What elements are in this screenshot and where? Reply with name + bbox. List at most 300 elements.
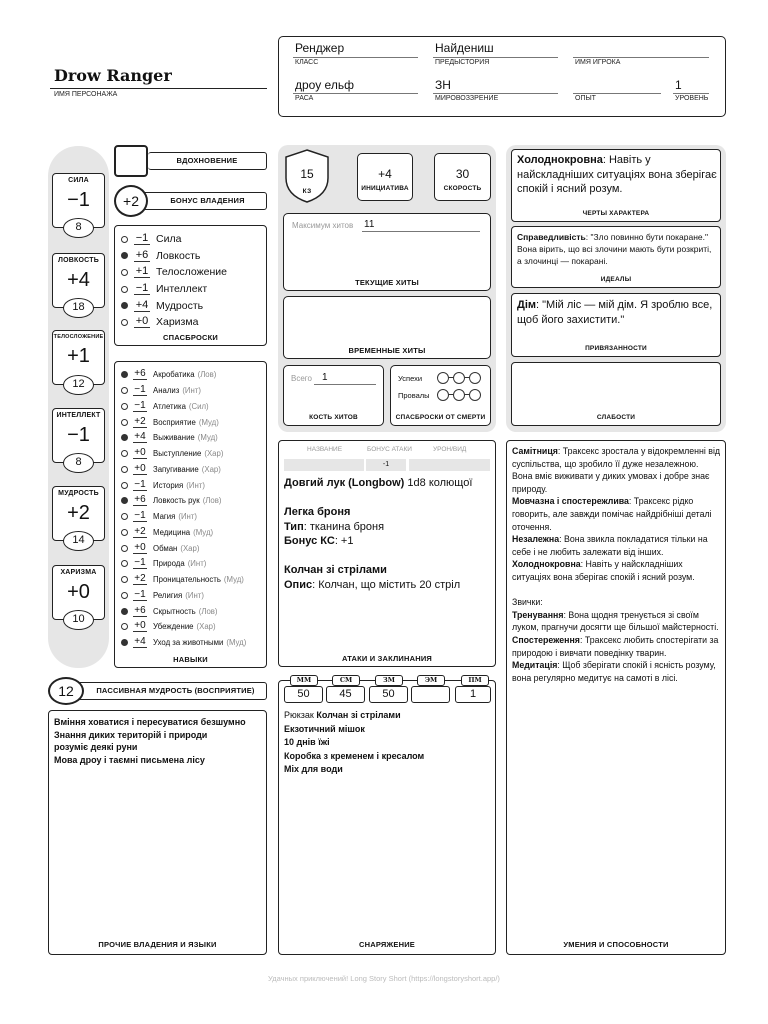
skill-row[interactable]: [121, 430, 246, 446]
skill-name: Медицина: [153, 527, 191, 537]
feature-entry: [512, 495, 721, 533]
hit-dice-label: КОСТЬ ХИТОВ: [309, 414, 358, 421]
ability-score: 12: [72, 378, 85, 390]
saving-throw-name: Интеллект: [156, 283, 208, 296]
saving-throw-name: Телосложение: [156, 266, 227, 279]
ability-modifier: +4: [67, 269, 90, 291]
saving-throw-row[interactable]: [121, 281, 227, 298]
ability-modifier: +2: [67, 502, 90, 524]
speed-value: 30: [455, 167, 470, 181]
ability-label: МУДРОСТЬ: [58, 490, 99, 497]
equipment-item: Коробка з кременем і кресалом: [284, 750, 425, 761]
skill-row[interactable]: [121, 603, 246, 619]
passive-perception-label: ПАССИВНАЯ МУДРОСТЬ (ВОСПРИЯТИЕ): [96, 686, 255, 695]
skill-mod: −1: [134, 588, 146, 600]
skill-row[interactable]: [121, 446, 246, 462]
temp-hp-box[interactable]: [283, 296, 491, 359]
skill-attr: (Хар): [201, 464, 221, 474]
current-hp-label: ТЕКУЩИЕ ХИТЫ: [355, 278, 419, 287]
armor-class-value: 15: [300, 167, 314, 181]
alignment-line: [433, 93, 558, 94]
skill-attr: (Инт): [186, 480, 205, 490]
attack-damage-cell[interactable]: [409, 459, 490, 471]
skill-name: Уход за животными: [153, 638, 224, 648]
level-value[interactable]: 1: [675, 78, 682, 92]
hit-dice-total-value[interactable]: 1: [322, 372, 328, 383]
max-hp-value[interactable]: 11: [364, 219, 375, 230]
ability-score-oval[interactable]: [63, 531, 94, 551]
proficiency-dot[interactable]: [121, 545, 128, 552]
death-success-label: Успехи: [398, 374, 423, 383]
inspiration-checkbox[interactable]: [114, 145, 148, 177]
skill-name: Анализ: [153, 386, 180, 396]
skill-attr: (Сил): [188, 401, 209, 411]
skill-attr: (Инт): [185, 590, 204, 600]
ability-modifier: +0: [67, 581, 90, 603]
ability-modifier: −1: [67, 189, 90, 211]
saving-throws-panel: [114, 225, 267, 346]
saving-throw-mod: +4: [135, 298, 149, 311]
coin-value: 50: [297, 688, 310, 700]
passive-perception-value: 12: [58, 683, 74, 699]
skill-attr: (Лов): [198, 606, 218, 616]
feature-title: Мовчазна і спостережлива: [512, 496, 629, 507]
skill-mod: −1: [134, 478, 146, 490]
skills-panel: [114, 361, 267, 668]
skill-mod: −1: [134, 510, 146, 522]
equipment-pack-label: Рюкзак: [284, 710, 314, 720]
proficiency-line: Знання диких територій і природи: [54, 729, 208, 740]
coin-value-box[interactable]: [455, 686, 491, 703]
equipment-label: СНАРЯЖЕНИЕ: [358, 940, 416, 949]
death-success-1[interactable]: [437, 372, 449, 384]
skill-mod: +2: [134, 573, 146, 585]
coin-label: ММ: [290, 675, 318, 686]
skill-attr: (Муд): [198, 417, 219, 427]
armor-class-label: КЗ: [302, 188, 312, 195]
skill-mod: +4: [134, 431, 146, 443]
death-fail-2[interactable]: [453, 389, 465, 401]
proficiency-dot[interactable]: [121, 497, 128, 504]
feature-spacer: [512, 584, 721, 597]
equipment-list: [284, 709, 489, 777]
character-name[interactable]: Drow Ranger: [54, 66, 172, 85]
coin-value-box[interactable]: [369, 686, 408, 703]
skill-row[interactable]: [121, 462, 246, 478]
feature-desc: : Навіть у найскладніших ситуаціях вона зберігає спокій і ясний розум.: [512, 559, 695, 582]
proficiency-dot[interactable]: [121, 419, 128, 426]
proficiency-dot[interactable]: [121, 529, 128, 536]
skill-name: История: [153, 480, 184, 490]
skill-attr: (Муд): [193, 527, 214, 537]
traits-label: ЧЕРТЫ ХАРАКТЕРА: [582, 210, 650, 217]
ability-score-oval[interactable]: [63, 375, 94, 395]
character-name-label: ИМЯ ПЕРСОНАЖА: [54, 91, 118, 98]
background-value[interactable]: Найдениш: [435, 41, 494, 55]
proficiency-circle[interactable]: [114, 185, 148, 217]
proficiency-dot[interactable]: [121, 639, 128, 646]
proficiency-dot[interactable]: [121, 434, 128, 441]
initiative-label: ИНИЦИАТИВА: [361, 185, 409, 192]
race-label: РАСА: [295, 95, 314, 102]
ability-score-oval[interactable]: [63, 298, 94, 318]
ideals-box[interactable]: [511, 226, 721, 288]
proficiency-dot[interactable]: [121, 387, 128, 394]
skill-mod: +0: [134, 541, 146, 553]
saving-throw-mod: −1: [135, 232, 149, 245]
coin-label: ЗМ: [375, 675, 403, 686]
ideals-text: [517, 231, 717, 267]
habit-entry: [512, 659, 721, 684]
ability-label: ИНТЕЛЛЕКТ: [56, 412, 101, 419]
proficiency-dot[interactable]: [121, 252, 128, 259]
saving-throw-row[interactable]: [121, 231, 227, 248]
proficiency-line: розуміє деякі руни: [54, 742, 138, 752]
quiver-desc-value: : Колчан, що містить 20 стріл: [312, 578, 461, 591]
quiver-desc-label: Опис: [284, 578, 313, 591]
proficiency-dot[interactable]: [121, 482, 128, 489]
skill-row[interactable]: [121, 572, 246, 588]
proficiency-dot[interactable]: [121, 236, 128, 243]
ideals-title: Справедливість: [517, 232, 586, 242]
habit-title: Тренування: [512, 609, 564, 620]
coin-value-box[interactable]: [284, 686, 323, 703]
skill-name: Восприятие: [153, 417, 196, 427]
proficiency-dot[interactable]: [121, 371, 128, 378]
xp-line: [573, 93, 661, 94]
skill-name: Религия: [153, 590, 183, 600]
player-line: [573, 57, 709, 58]
skill-name: Акробатика: [153, 370, 195, 380]
traits-box[interactable]: [511, 149, 721, 222]
features-panel[interactable]: [506, 440, 726, 955]
weapon-desc: 1d8 колющої: [407, 477, 473, 489]
skill-mod: −1: [134, 384, 146, 396]
coin-label: ПМ: [461, 675, 489, 686]
ability-score: 8: [75, 456, 82, 468]
attacks-notes: [284, 476, 489, 592]
inspiration-label: ВДОХНОВЕНИЕ: [176, 156, 238, 165]
equipment-panel[interactable]: [278, 680, 496, 955]
feature-entry: [512, 445, 721, 495]
feature-desc: : Траксекс зростала у відокремленні від суспільства, що зробило її дуже незалежною. Вона вміє виживати у диких умовах і добре знає природу.: [512, 446, 721, 494]
death-fail-1[interactable]: [437, 389, 449, 401]
flaws-label: СЛАБОСТИ: [596, 414, 636, 421]
armor-bonus-value: : +1: [334, 535, 354, 547]
proficiency-value: +2: [123, 193, 139, 209]
saving-throw-name: Ловкость: [156, 249, 201, 262]
traits-text: [517, 153, 717, 197]
skill-name: Запугивание: [153, 464, 199, 474]
coin-value-box[interactable]: [411, 686, 450, 703]
proficiency-dot[interactable]: [121, 286, 128, 293]
death-success-checks[interactable]: [437, 371, 481, 384]
footer-text: Удачных приключений! Long Story Short (https://longstoryshort.app/): [268, 974, 500, 983]
attacks-col-damage: УРОН/ВИД: [433, 446, 467, 453]
skill-mod: +0: [134, 462, 146, 474]
race-value[interactable]: дроу ельф: [295, 78, 354, 92]
skill-row[interactable]: [121, 619, 246, 635]
death-fail-3[interactable]: [469, 389, 481, 401]
skill-name: Ловкость рук: [153, 496, 200, 506]
death-saves-box: [390, 365, 491, 426]
proficiency-line: Мова дроу і таємні письмена лісу: [54, 754, 205, 765]
saving-throw-row[interactable]: [121, 314, 227, 331]
death-fail-label: Провалы: [398, 391, 430, 400]
background-label: ПРЕДЫСТОРИЯ: [435, 59, 490, 66]
coin-value: 50: [382, 688, 395, 700]
ability-label: ТЕЛОСЛОЖЕНИЕ: [53, 334, 104, 340]
name-line: [50, 88, 267, 89]
proficiency-dot[interactable]: [121, 269, 128, 276]
level-line: [673, 93, 709, 94]
saving-throw-name: Сила: [156, 233, 182, 246]
habit-entry: [512, 634, 721, 659]
skills-label: НАВЫКИ: [173, 655, 208, 664]
saving-throw-mod: +6: [135, 248, 149, 261]
habit-desc: : Траксекс любить спостерігати за природою і вивчати поведінку тварин.: [512, 634, 719, 658]
skill-row[interactable]: [121, 367, 246, 383]
initiative-box[interactable]: [357, 153, 413, 201]
skill-attr: (Хар): [196, 622, 216, 632]
saving-throw-mod: −1: [135, 282, 149, 295]
coin-value: 1: [469, 688, 477, 700]
skill-name: Убеждение: [153, 622, 194, 632]
skill-attr: (Инт): [178, 512, 198, 522]
proficiency-dot[interactable]: [121, 560, 128, 567]
skill-name: Атлетика: [153, 401, 186, 411]
max-hp-line: [362, 231, 480, 232]
skill-name: Магия: [153, 512, 176, 522]
traits-title: Холоднокровна: [517, 154, 603, 166]
ability-score: 8: [75, 221, 82, 233]
skill-name: Выживание: [153, 433, 195, 443]
skill-attr: (Муд): [197, 433, 218, 443]
proficiency-line: Вміння ховатися і пересуватися безшумно: [54, 717, 246, 727]
features-text: [512, 445, 721, 684]
ability-score-oval[interactable]: [63, 218, 94, 238]
skill-mod: +6: [134, 368, 146, 380]
skill-attr: (Хар): [180, 543, 200, 553]
bonds-desc: : "Мій ліс — мій дім. Я зроблю все, щоб його захистити.": [517, 299, 713, 326]
coin-value-box[interactable]: [326, 686, 365, 703]
class-line: [293, 57, 418, 58]
skill-row[interactable]: [121, 635, 246, 651]
feature-entry: [512, 533, 721, 558]
death-fail-checks[interactable]: [437, 388, 481, 401]
ability-score-oval[interactable]: [63, 453, 94, 473]
proficiency-dot[interactable]: [121, 592, 128, 599]
ability-score: 14: [72, 534, 85, 546]
xp-label: ОПЫТ: [575, 95, 596, 102]
proficiency-dot[interactable]: [121, 466, 128, 473]
coin-label: ЭМ: [417, 675, 445, 686]
header-panel: [278, 36, 726, 117]
skill-attr: (Лов): [197, 370, 217, 380]
skill-row[interactable]: [121, 493, 246, 509]
skill-name: Скрытность: [153, 606, 196, 616]
flaws-box[interactable]: [511, 362, 721, 426]
saving-throw-row[interactable]: [121, 297, 227, 314]
skill-attr: (Инт): [182, 386, 202, 396]
coin-value: 45: [339, 688, 352, 700]
skill-mod: +2: [134, 415, 146, 427]
attack-name-cell[interactable]: [284, 459, 364, 471]
current-hp-box[interactable]: [283, 213, 491, 291]
saving-throw-name: Харизма: [156, 316, 199, 329]
skill-mod: +6: [134, 494, 146, 506]
skill-name: Выступление: [153, 449, 202, 459]
equipment-item: Міх для води: [284, 764, 343, 774]
death-success-2[interactable]: [453, 372, 465, 384]
skill-row[interactable]: [121, 414, 246, 430]
proficiency-dot[interactable]: [121, 623, 128, 630]
attacks-col-bonus: БОНУС АТАКИ: [367, 446, 412, 453]
feature-entry: [512, 558, 721, 583]
passive-perception-circle[interactable]: [48, 677, 84, 705]
skill-row[interactable]: [121, 556, 246, 572]
proficiency-dot[interactable]: [121, 450, 128, 457]
skill-mod: +0: [134, 620, 146, 632]
hit-dice-line: [314, 384, 376, 385]
saving-throws-label: СПАСБРОСКИ: [163, 333, 218, 342]
skill-mod: +4: [134, 636, 146, 648]
skill-name: Обман: [153, 543, 178, 553]
skill-name: Проницательность: [153, 575, 221, 585]
habits-title: Звички:: [512, 597, 543, 608]
ability-label: СИЛА: [68, 177, 89, 184]
equipment-pack-item: Колчан зі стрілами: [316, 710, 401, 720]
ability-score: 10: [72, 613, 85, 625]
saving-throw-row[interactable]: [121, 264, 227, 281]
level-label: УРОВЕНЬ: [675, 95, 709, 102]
quiver-title: Колчан зі стрілами: [284, 564, 387, 576]
skill-row[interactable]: [121, 477, 246, 493]
attacks-panel[interactable]: [278, 440, 496, 667]
bonds-title: Дім: [517, 299, 537, 311]
saving-throw-row[interactable]: [121, 248, 227, 265]
alignment-label: МИРОВОЗЗРЕНИЕ: [435, 95, 499, 102]
ideals-desc: : "Зло повинно бути покаране." Вона вірить, що всі злочини мають бути розкриті, а злочинці — покарані.: [517, 232, 712, 266]
proficiency-dot[interactable]: [121, 319, 128, 326]
proficiency-dot[interactable]: [121, 576, 128, 583]
other-proficiencies-label: ПРОЧИЕ ВЛАДЕНИЯ И ЯЗЫКИ: [98, 940, 217, 949]
initiative-value: +4: [378, 167, 392, 181]
saving-throw-name: Мудрость: [156, 299, 204, 312]
proficiency-dot[interactable]: [121, 608, 128, 615]
feature-desc: : Вона звикла покладатися тільки на себе і не любить залежати від інших.: [512, 534, 708, 557]
equipment-item: 10 днів їжі: [284, 737, 330, 747]
saving-throw-mod: +0: [135, 315, 149, 328]
traits-desc: : Навіть у найскладніших ситуаціях вона зберігає спокій і ясний розум.: [517, 154, 717, 195]
proficiency-dot[interactable]: [121, 403, 128, 410]
death-saves-label: СПАСБРОСКИ ОТ СМЕРТИ: [395, 414, 486, 421]
armor-type-value: : тканина броня: [303, 520, 385, 533]
skill-mod: −1: [134, 557, 146, 569]
coin-label: СМ: [332, 675, 360, 686]
hit-dice-total-label: Всего: [291, 374, 312, 383]
saving-throw-mod: +1: [135, 265, 149, 278]
proficiency-dot[interactable]: [121, 513, 128, 520]
habit-desc: : Щоб зберігати спокій і ясність розуму, вона регулярно медитує на самоті в лісі.: [512, 660, 716, 683]
armor-type-label: Тип: [284, 520, 304, 533]
passive-perception-box: [76, 682, 267, 700]
skill-attr: (Муд): [226, 638, 247, 648]
skill-row[interactable]: [121, 540, 246, 556]
feature-title: Холоднокровна: [512, 559, 581, 570]
skill-row[interactable]: [121, 509, 246, 525]
attacks-label: АТАКИ И ЗАКЛИНАНИЯ: [341, 654, 433, 663]
armor-bonus-label: Бонус КС: [284, 535, 335, 547]
max-hp-label: Максимум хитов: [292, 221, 354, 230]
ability-score: 18: [72, 301, 85, 313]
skill-row[interactable]: [121, 383, 246, 399]
attacks-col-name: НАЗВАНИЕ: [307, 446, 343, 453]
feature-title: Незалежна: [512, 534, 560, 545]
skill-mod: +6: [134, 604, 146, 616]
skill-mod: +0: [134, 447, 146, 459]
skill-row[interactable]: [121, 399, 246, 415]
ability-modifier: −1: [67, 424, 90, 446]
speed-label: СКОРОСТЬ: [443, 185, 482, 192]
alignment-value[interactable]: ЗН: [435, 78, 451, 92]
proficiency-label: БОНУС ВЛАДЕНИЯ: [170, 196, 245, 205]
other-proficiencies-panel[interactable]: [48, 710, 267, 955]
weapon-name: Довгий лук (Longbow): [284, 477, 405, 489]
skill-row[interactable]: [121, 588, 246, 604]
bonds-text: [517, 298, 717, 327]
habit-title: Спостереження: [512, 634, 580, 645]
class-label: КЛАСС: [295, 59, 319, 66]
skill-attr: (Лов): [202, 496, 222, 506]
bonds-label: ПРИВЯЗАННОСТИ: [585, 345, 647, 352]
hit-dice-box[interactable]: [283, 365, 384, 426]
player-label: ИМЯ ИГРОКА: [575, 59, 621, 66]
speed-box[interactable]: [434, 153, 491, 201]
ability-label: ХАРИЗМА: [60, 569, 97, 576]
skill-row[interactable]: [121, 525, 246, 541]
ability-modifier: +1: [67, 345, 90, 367]
attack-bonus-cell[interactable]: [366, 459, 406, 471]
habit-desc: : Вона щодня тренується зі своїм луком, прагнучи досягти ще більшої майстерності.: [512, 609, 719, 633]
skill-name: Природа: [153, 559, 185, 569]
skill-mod: +2: [134, 525, 146, 537]
attack-bonus-value: -1: [382, 461, 390, 468]
feature-title: Самітниця: [512, 446, 558, 456]
background-line: [433, 57, 558, 58]
proficiency-dot[interactable]: [121, 302, 128, 309]
ideals-label: ИДЕАЛЫ: [600, 276, 632, 283]
skill-mod: −1: [134, 399, 146, 411]
ability-score-oval[interactable]: [63, 610, 94, 630]
equipment-item: Екзотичний мішок: [284, 723, 365, 734]
death-success-3[interactable]: [469, 372, 481, 384]
inspiration-label-box: [148, 152, 267, 170]
habit-title: Медитація: [512, 660, 558, 671]
ability-label: ЛОВКОСТЬ: [58, 257, 99, 264]
bonds-box[interactable]: [511, 293, 721, 357]
proficiency-label-box: [140, 192, 267, 210]
class-value[interactable]: Ренджер: [295, 41, 345, 55]
armor-title: Легка броня: [284, 506, 351, 518]
race-line: [293, 93, 418, 94]
habit-entry: [512, 609, 721, 634]
temp-hp-label: ВРЕМЕННЫЕ ХИТЫ: [348, 346, 426, 355]
skill-attr: (Инт): [187, 559, 207, 569]
feature-desc: : Траксекс рідко говорить, але завжди помічає найдрібніші деталі оточення.: [512, 496, 712, 532]
features-label: УМЕНИЯ И СПОСОБНОСТИ: [563, 940, 669, 949]
skill-attr: (Хар): [204, 449, 224, 459]
